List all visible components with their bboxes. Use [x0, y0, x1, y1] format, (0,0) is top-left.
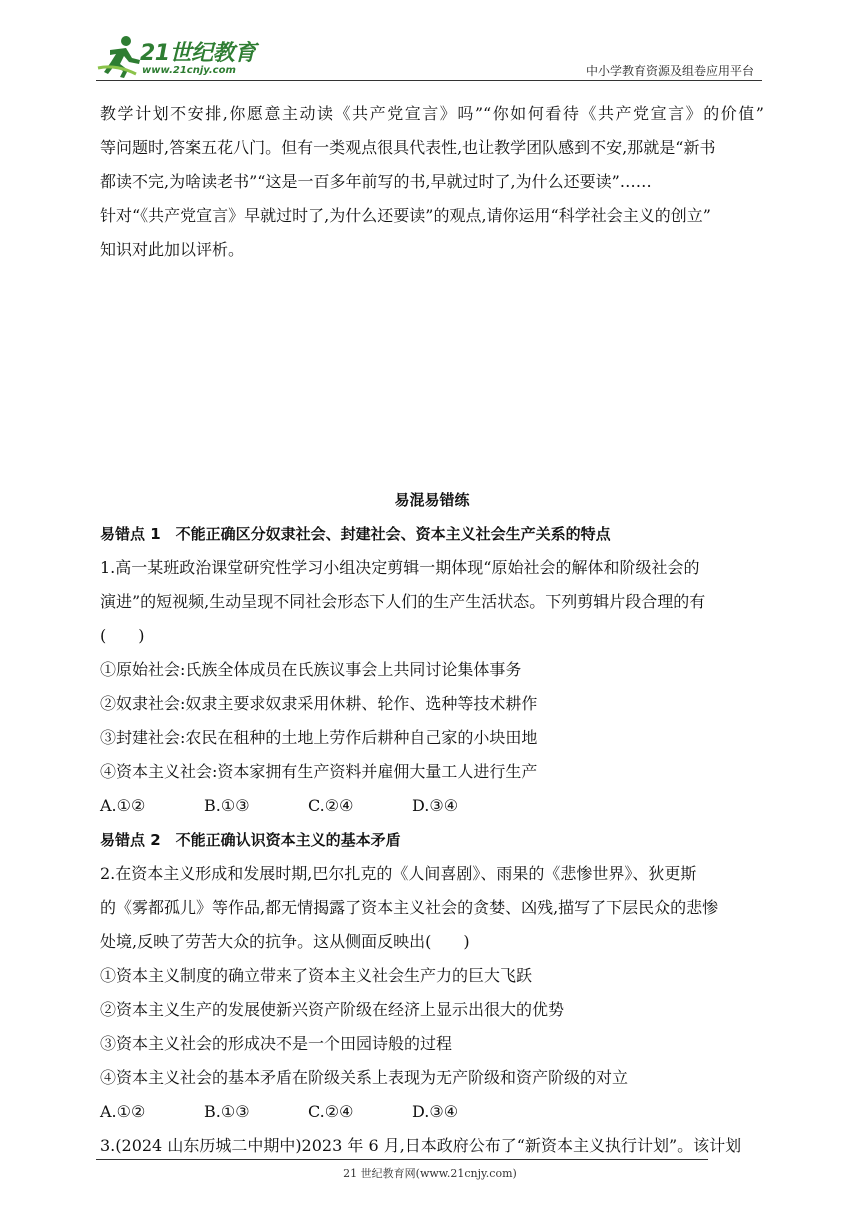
q1-stem-line: 1.高一某班政治课堂研究性学习小组决定剪辑一期体现“原始社会的解体和阶级社会的 — [100, 558, 700, 577]
answer-space — [100, 268, 764, 484]
choice-a: A.①② — [100, 1102, 146, 1121]
page-footer: 21 世纪教育网(www.21cnjy.com) — [343, 1167, 517, 1180]
intro-line: 针对“《共产党宣言》早就过时了,为什么还要读”的观点,请你运用“科学社会主义的创立” — [100, 206, 711, 225]
q1-option: ④资本主义社会:资本家拥有生产资料并雇佣大量工人进行生产 — [100, 762, 538, 781]
choice-d: D.③④ — [412, 796, 459, 815]
intro-line: 教学计划不安排,你愿意主动读《共产党宣言》吗”“你如何看待《共产党宣言》的价值” — [100, 104, 764, 123]
logo-text: 21世纪教育 — [140, 41, 256, 66]
logo — [96, 34, 266, 80]
q1-option: ③封建社会:农民在租种的土地上劳作后耕种自己家的小块田地 — [100, 728, 538, 747]
choice-c: C.②④ — [308, 1102, 354, 1121]
q1-option: ①原始社会:氏族全体成员在氏族议事会上共同讨论集体事务 — [100, 660, 522, 679]
section-title: 易混易错练 — [394, 491, 470, 509]
runner-logo-icon — [96, 34, 144, 80]
q2-option: ④资本主义社会的基本矛盾在阶级关系上表现为无产阶级和资产阶级的对立 — [100, 1068, 629, 1087]
q2-option: ③资本主义社会的形成决不是一个田园诗般的过程 — [100, 1034, 453, 1053]
q2-choices — [100, 1096, 764, 1128]
q1-stem-line: 演进”的短视频,生动呈现不同社会形态下人们的生产生活状态。下列剪辑片段合理的有 — [100, 592, 706, 611]
choice-a: A.①② — [100, 796, 146, 815]
footer-divider — [96, 1159, 708, 1160]
intro-line: 等问题时,答案五花八门。但有一类观点很具代表性,也让教学团队感到不安,那就是“新书 — [100, 138, 716, 157]
q3-stem-line: 3.(2024 山东历城二中期中)2023 年 6 月,日本政府公布了“新资本主义执行计划”。该计划 — [100, 1136, 742, 1155]
q2-stem-line: 处境,反映了劳苦大众的抗争。这从侧面反映出( ) — [100, 932, 470, 951]
q2-option: ②资本主义生产的发展使新兴资产阶级在经济上显示出很大的优势 — [100, 1000, 565, 1019]
logo-url: www.21cnjy.com — [142, 65, 236, 76]
choice-b: B.①③ — [204, 1102, 250, 1121]
q2-stem-line: 的《雾都孤儿》等作品,都无情揭露了资本主义社会的贪婪、凶残,描写了下层民众的悲惨 — [100, 898, 719, 917]
document-body — [100, 98, 764, 1164]
q1-choices — [100, 790, 764, 822]
platform-title: 中小学教育资源及组卷应用平台 — [585, 64, 754, 78]
choice-d: D.③④ — [412, 1102, 459, 1121]
q2-stem-line: 2.在资本主义形成和发展时期,巴尔扎克的《人间喜剧》、雨果的《悲惨世界》、狄更斯 — [100, 864, 697, 883]
q1-stem-line: ( ) — [100, 626, 145, 645]
q1-option: ②奴隶社会:奴隶主要求奴隶采用休耕、轮作、选种等技术耕作 — [100, 694, 538, 713]
choice-c: C.②④ — [308, 796, 354, 815]
choice-b: B.①③ — [204, 796, 250, 815]
intro-line: 都读不完,为啥读老书”“这是一百多年前写的书,早就过时了,为什么还要读”…… — [100, 172, 652, 191]
error-point-2: 易错点 2 不能正确认识资本主义的基本矛盾 — [100, 831, 401, 849]
q2-option: ①资本主义制度的确立带来了资本主义社会生产力的巨大飞跃 — [100, 966, 533, 985]
intro-line: 知识对此加以评析。 — [100, 240, 245, 259]
header-divider — [96, 80, 762, 81]
page-header — [96, 34, 760, 82]
error-point-1: 易错点 1 不能正确区分奴隶社会、封建社会、资本主义社会生产关系的特点 — [100, 525, 611, 543]
